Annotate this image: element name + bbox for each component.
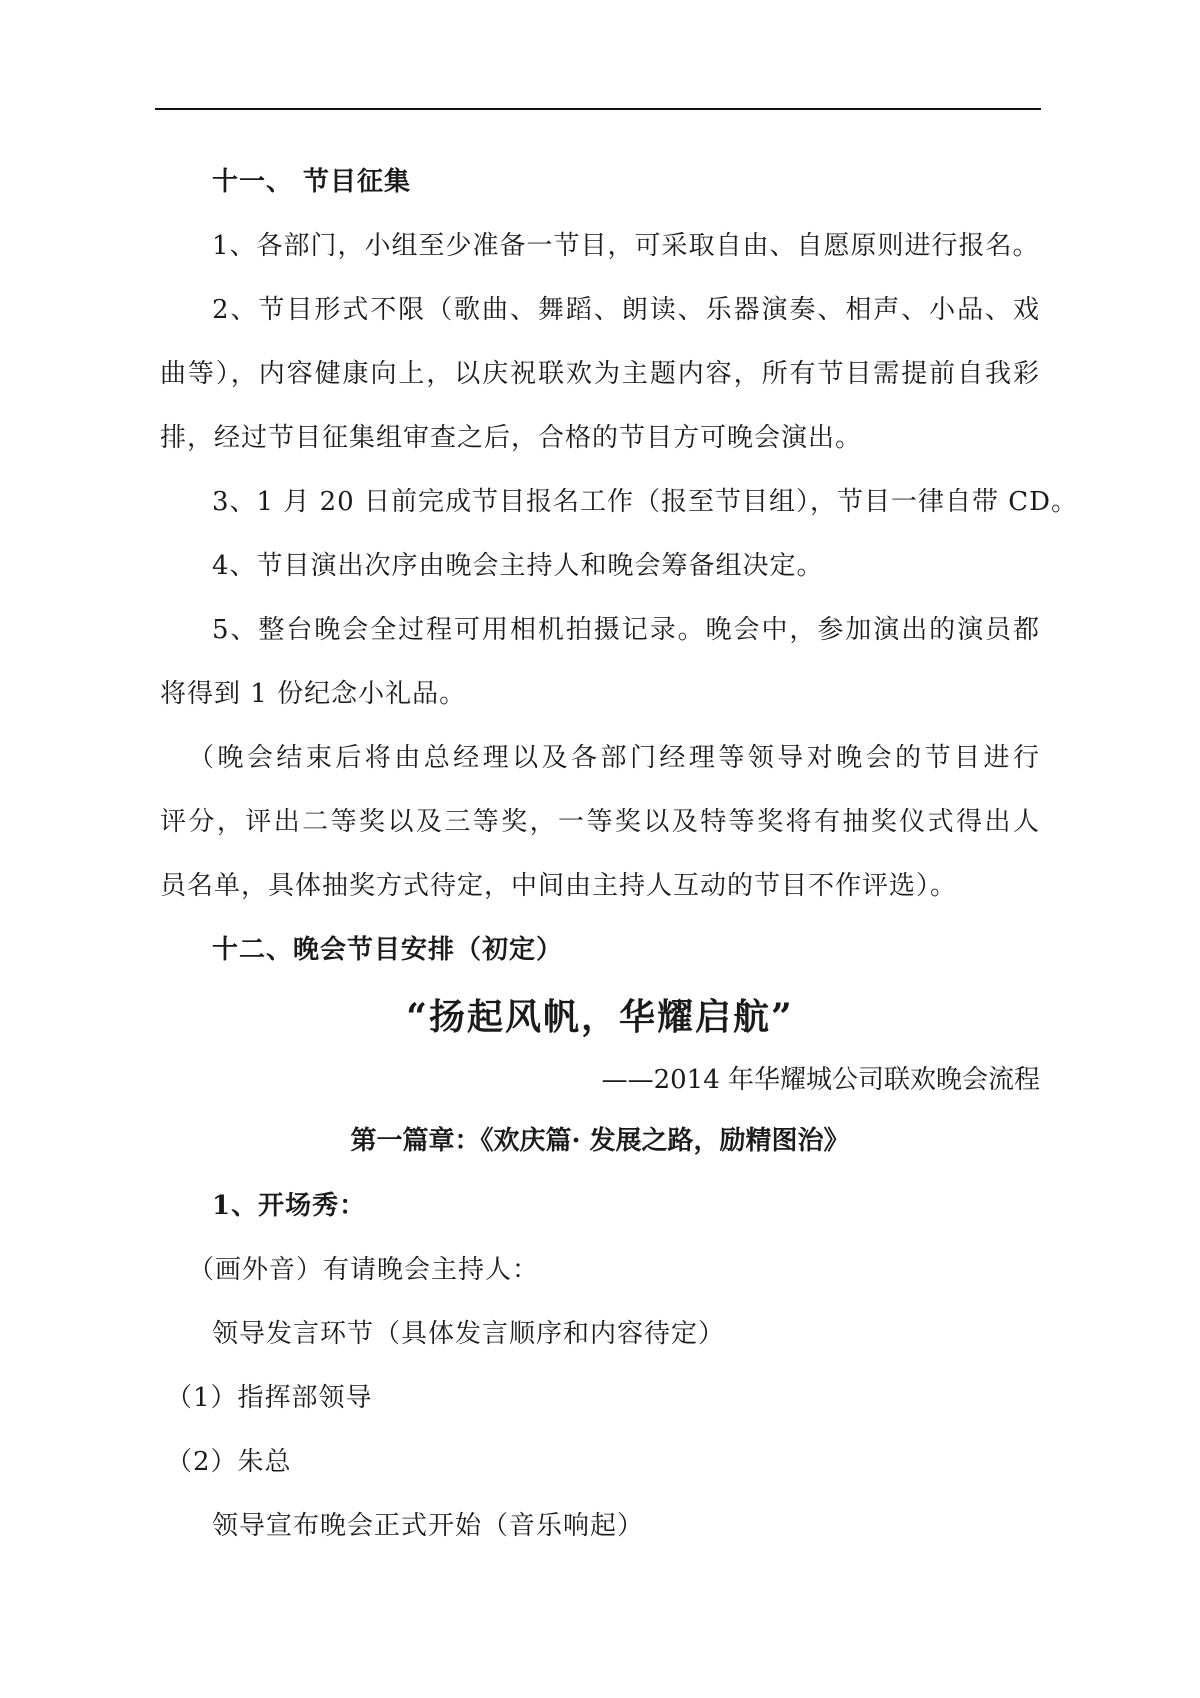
event-subtitle: ——2014 年华耀城公司联欢晚会流程 (601, 1065, 1040, 1095)
section-heading-11: 十一、 节目征集 (212, 167, 412, 197)
paragraph-2-line-2: 曲等），内容健康向上，以庆祝联欢为主题内容，所有节目需提前自我彩 (160, 359, 1040, 389)
paragraph-6-line-3: 员名单，具体抽奖方式待定，中间由主持人互动的节目不作评选）。 (160, 871, 958, 901)
speaker-2: （2）朱总 (166, 1447, 292, 1477)
program-item-1: 1、开场秀： (212, 1191, 367, 1221)
paragraph-4: 4、节目演出次序由晚会主持人和晚会筹备组决定。 (212, 551, 824, 581)
paragraph-2-line-1: 2、节目形式不限（歌曲、舞蹈、朗读、乐器演奏、相声、小品、戏 (212, 295, 1040, 325)
speech-line: 领导发言环节（具体发言顺序和内容待定） (212, 1319, 726, 1349)
event-title: “扬起风帆，华耀启航” (406, 996, 794, 1038)
speaker-1: （1）指挥部领导 (166, 1383, 373, 1413)
announce-line: 领导宣布晚会正式开始（音乐响起） (212, 1511, 645, 1541)
document-body (160, 150, 1078, 1558)
paragraph-5-line-2: 将得到 1 份纪念小礼品。 (160, 679, 467, 709)
chapter-heading: 第一篇章：《欢庆篇· 发展之路，励精图治》 (350, 1126, 850, 1156)
paragraph-5-line-1: 5、整台晚会全过程可用相机拍摄记录。晚会中，参加演出的演员都 (212, 615, 1040, 645)
section-heading-12: 十二、晚会节目安排（初定） (212, 935, 564, 965)
paragraph-6-line-1: （晚会结束后将由总经理以及各部门经理等领导对晚会的节目进行 (188, 743, 1040, 773)
paragraph-2-line-3: 排，经过节目征集组审查之后，合格的节目方可晚会演出。 (160, 423, 863, 453)
paragraph-1: 1、各部门，小组至少准备一节目，可采取自由、自愿原则进行报名。 (212, 231, 1040, 261)
voiceover-line: （画外音）有请晚会主持人： (188, 1255, 540, 1285)
paragraph-6-line-2: 评分，评出二等奖以及三等奖，一等奖以及特等奖将有抽奖仪式得出人 (160, 807, 1040, 837)
paragraph-3: 3、1 月 20 日前完成节目报名工作（报至节目组），节目一律自带 CD。 (212, 487, 1078, 517)
header-rule (155, 108, 1041, 110)
